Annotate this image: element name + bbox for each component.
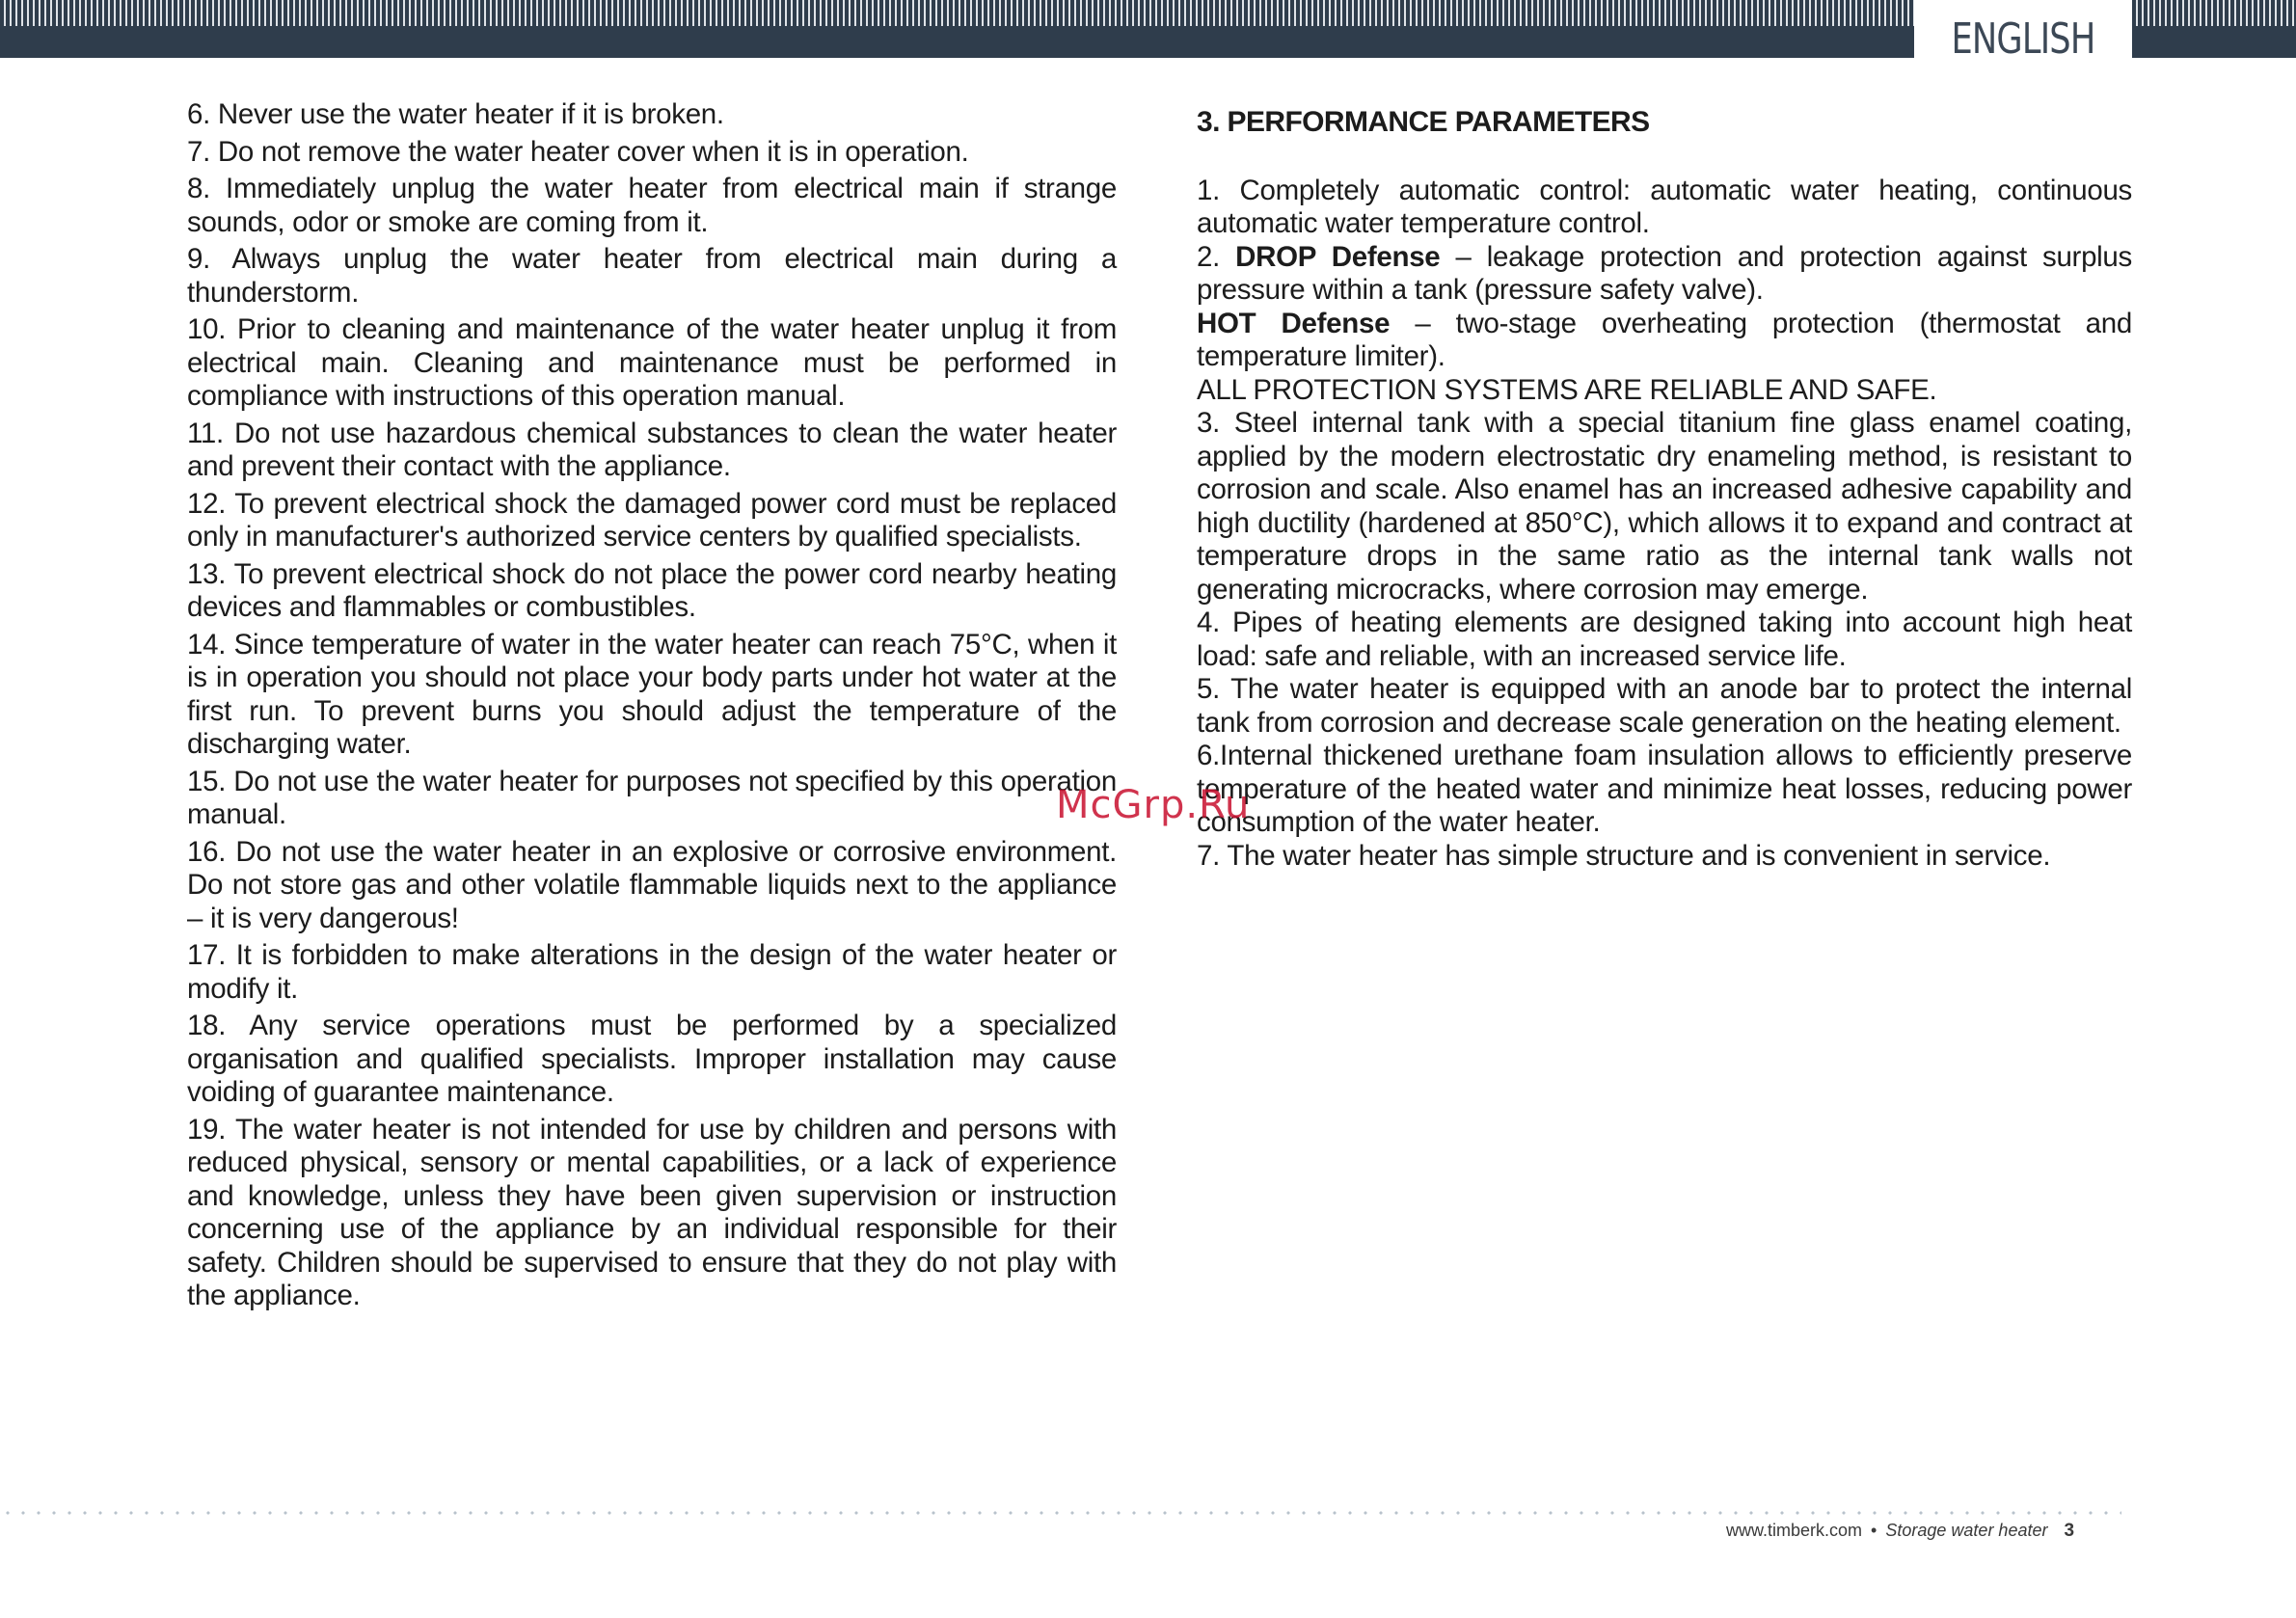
watermark: McGrp.Ru [1056,783,1251,827]
hot-defense-item [1197,308,2132,374]
drop-defense-description: – leakage protection and protection against surplus pressure within a tank (pressure safety valve). [1197,240,2132,306]
parameter-item-2-prefix: 2. [1197,240,1236,273]
parameter-item-2 [1197,241,2132,308]
page-header [0,0,2296,64]
hot-defense-label: HOT Defense [1197,307,1391,339]
safety-item-18: 18. Any service operations must be performed by a specialized organisation and qualified specialists. Improper installation may cause voiding of guarantee maintenance. [187,1010,1117,1108]
drop-defense-label: DROP Defense [1235,240,1441,273]
safety-item-15: 15. Do not use the water heater for purposes not specified by this operation manual. [187,765,1117,830]
safety-item-9: 9. Always unplug the water heater from electrical main during a thunderstorm. [187,243,1117,309]
safety-item-11: 11. Do not use hazardous chemical substances to clean the water heater and prevent their contact with the appliance. [187,417,1117,482]
parameter-item-1: 1. Completely automatic control: automatic water heating, continuous automatic water temperature control. [1197,174,2132,239]
header-stripe-left [0,0,1914,26]
footer-website: www.timberk.com [1726,1521,1863,1540]
safety-item-6: 6. Never use the water heater if it is broken. [187,98,724,130]
hot-defense-description: – two-stage overheating protection (thermostat and temperature limiter). [1197,307,2132,372]
footer-bullet: • [1871,1521,1877,1540]
page-number: 3 [2064,1521,2075,1541]
safety-item-19: 19. The water heater is not intended for use by children and persons with reduced physical, sensory or mental capabilities, or a lack of experience and knowledge, unless they have been given supervision or instruction concerning use of the appliance by an individual responsible for their safety. Children should be supervised to ensure that they do not play with the appliance. [187,1113,1117,1311]
safety-item-13: 13. To prevent electrical shock do not place the power cord nearby heating devices and flammables or combustibles. [187,557,1117,623]
all-protection-statement: ALL PROTECTION SYSTEMS ARE RELIABLE AND SAFE. [1197,373,1937,406]
safety-item-8: 8. Immediately unplug the water heater from electrical main if strange sounds, odor or smoke are coming from it. [187,173,1117,238]
section-heading: 3. PERFORMANCE PARAMETERS [1197,106,1650,138]
footer-product-name: Storage water heater [1885,1521,2048,1540]
parameter-item-7: 7. The water heater has simple structure and is convenient in service. [1197,839,2051,872]
right-column [1197,98,2132,873]
parameter-item-6: 6.Internal thickened urethane foam insulation allows to efficiently preserve temperature of the heated water and minimize heat losses, reducing power consumption of the water heater. [1197,740,2132,838]
parameter-item-4: 4. Pipes of heating elements are designed taking into account high heat load: safe and reliable, with an increased service life. [1197,607,2132,672]
page-footer [1726,1521,2160,1542]
language-label: ENGLISH [1936,0,2111,60]
header-bar-left [0,26,1914,58]
safety-item-16: 16. Do not use the water heater in an explosive or corrosive environment. Do not store gas and other volatile flammable liquids next to the appliance – it is very dangerous! [187,835,1117,934]
header-bar-right [2132,26,2296,58]
footer-dotted-divider [0,1511,2121,1515]
safety-item-7: 7. Do not remove the water heater cover when it is in operation. [187,135,969,168]
left-column [187,98,1117,1317]
parameter-item-5: 5. The water heater is equipped with an anode bar to protect the internal tank from corrosion and decrease scale generation on the heating element. [1197,673,2132,739]
header-stripe-right [2132,0,2296,26]
safety-item-10: 10. Prior to cleaning and maintenance of the water heater unplug it from electrical main. Cleaning and maintenance must be performed in compliance with instructions of this operation manual. [187,313,1117,412]
safety-item-17: 17. It is forbidden to make alterations in the design of the water heater or modify it. [187,939,1117,1005]
parameter-item-3: 3. Steel internal tank with a special titanium fine glass enamel coating, applied by the modern electrostatic dry enameling method, is resistant to corrosion and scale. Also enamel has an increased adhesive capability and high ductility (hardened at 850°C), which allows it to expand and contract at temperature drops in the same ratio as the internal tank walls not generating microcracks, where corrosion may emerge. [1197,407,2132,606]
safety-item-12: 12. To prevent electrical shock the damaged power cord must be replaced only in manufacturer's authorized service centers by qualified specialists. [187,487,1117,553]
safety-item-14: 14. Since temperature of water in the water heater can reach 75°C, when it is in operation you should not place your body parts under hot water at the first run. To prevent burns you should adjust the temperature of the discharging water. [187,628,1117,760]
